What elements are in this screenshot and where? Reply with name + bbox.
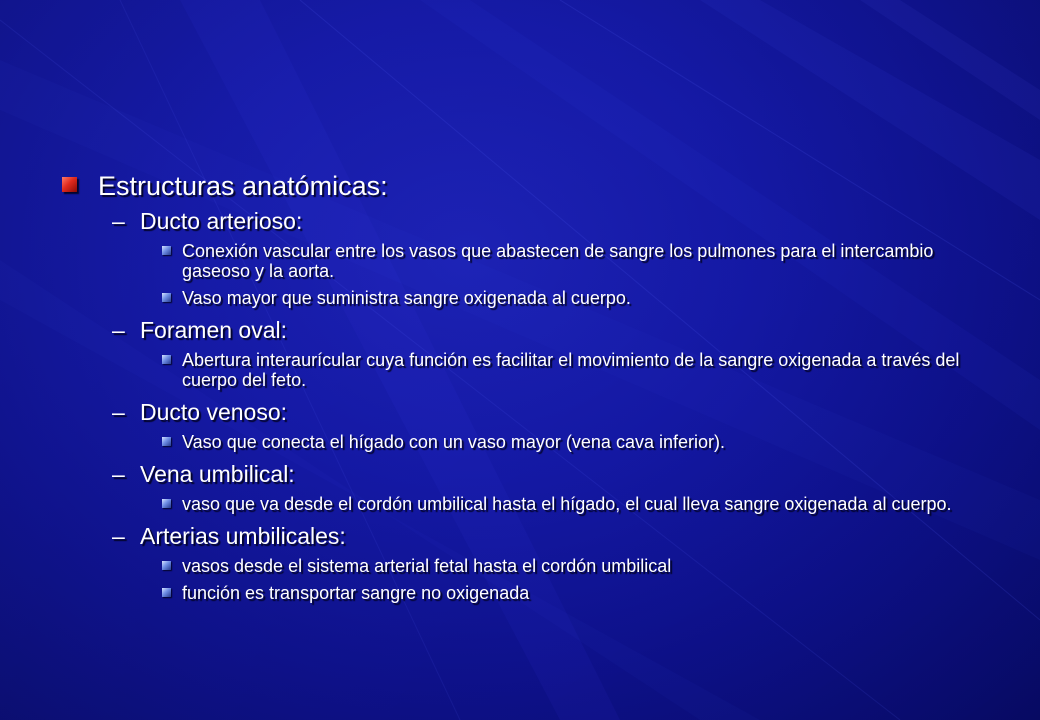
red-square-bullet-icon: [62, 177, 77, 192]
blue-square-bullet-icon: [162, 499, 171, 508]
blue-square-bullet-icon: [162, 588, 171, 597]
section-ducto-venoso: [60, 397, 1010, 427]
section-title: Ducto venoso:: [140, 399, 288, 425]
dash-bullet: –: [112, 208, 125, 234]
section-title: Ducto arterioso:: [140, 208, 303, 234]
list-item: [60, 288, 1010, 308]
section-ducto-arterioso: [60, 206, 1010, 236]
section-title: Foramen oval:: [140, 317, 288, 343]
list-item: [60, 583, 1010, 603]
dash-bullet: –: [112, 317, 125, 343]
dash-bullet: –: [112, 461, 125, 487]
list-item: [60, 350, 1010, 390]
list-item: [60, 241, 1010, 281]
point-text: Abertura interaurícular cuya función es facilitar el movimiento de la sangre oxigenada a través del cuerpo del feto.: [182, 350, 960, 390]
list-item: [60, 556, 1010, 576]
section-title: Arterias umbilicales:: [140, 523, 346, 549]
blue-square-bullet-icon: [162, 561, 171, 570]
point-text: función es transportar sangre no oxigenada: [182, 583, 530, 603]
dash-bullet: –: [112, 399, 125, 425]
list-item: [60, 432, 1010, 452]
point-text: vaso que va desde el cordón umbilical hasta el hígado, el cual lleva sangre oxigenada al cuerpo.: [182, 494, 952, 514]
dash-bullet: –: [112, 523, 125, 549]
heading-text: Estructuras anatómicas:: [98, 171, 388, 201]
section-arterias-umbilicales: [60, 521, 1010, 551]
slide-content: [60, 168, 1010, 610]
blue-square-bullet-icon: [162, 355, 171, 364]
point-text: Conexión vascular entre los vasos que abastecen de sangre los pulmones para el intercambio gaseoso y la aorta.: [182, 241, 934, 281]
list-item: [60, 494, 1010, 514]
blue-square-bullet-icon: [162, 437, 171, 446]
section-foramen-oval: [60, 315, 1010, 345]
slide-heading: [60, 168, 1010, 204]
section-vena-umbilical: [60, 459, 1010, 489]
point-text: vasos desde el sistema arterial fetal hasta el cordón umbilical: [182, 556, 672, 576]
blue-square-bullet-icon: [162, 246, 171, 255]
point-text: Vaso mayor que suministra sangre oxigenada al cuerpo.: [182, 288, 631, 308]
section-title: Vena umbilical:: [140, 461, 295, 487]
blue-square-bullet-icon: [162, 293, 171, 302]
point-text: Vaso que conecta el hígado con un vaso mayor (vena cava inferior).: [182, 432, 725, 452]
